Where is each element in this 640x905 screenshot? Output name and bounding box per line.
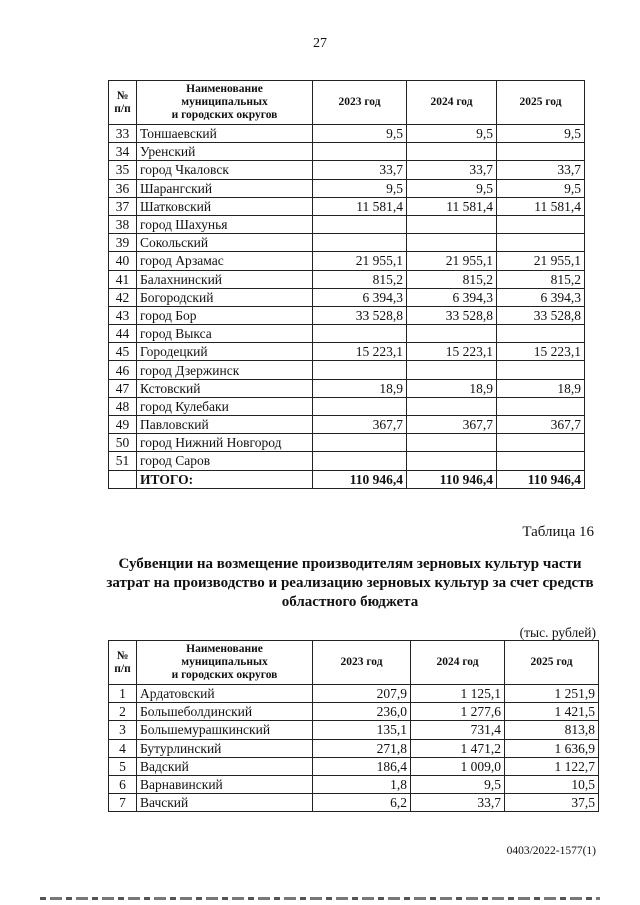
value-2023: 9,5 <box>313 179 407 197</box>
value-2024: 33,7 <box>411 794 505 812</box>
value-2024: 815,2 <box>407 270 497 288</box>
municipality-name: город Нижний Новгород <box>137 434 313 452</box>
row-number: 1 <box>109 685 137 703</box>
total-row <box>109 470 585 488</box>
value-2025: 9,5 <box>497 125 585 143</box>
row-number: 33 <box>109 125 137 143</box>
value-2023: 367,7 <box>313 416 407 434</box>
table-row <box>109 143 585 161</box>
municipality-name: Уренский <box>137 143 313 161</box>
municipality-name: Тоншаевский <box>137 125 313 143</box>
row-number: 36 <box>109 179 137 197</box>
municipality-name: ИТОГО: <box>137 470 313 488</box>
value-2025 <box>497 434 585 452</box>
value-2025 <box>497 397 585 415</box>
header-2025: 2025 год <box>505 641 599 685</box>
value-2025 <box>497 215 585 233</box>
value-2025: 1 251,9 <box>505 685 599 703</box>
municipality-name: Шатковский <box>137 197 313 215</box>
value-2023: 271,8 <box>313 739 411 757</box>
row-number: 5 <box>109 757 137 775</box>
table-row <box>109 325 585 343</box>
municipality-name: Павловский <box>137 416 313 434</box>
value-2025: 21 955,1 <box>497 252 585 270</box>
row-number: 34 <box>109 143 137 161</box>
row-number: 41 <box>109 270 137 288</box>
value-2024: 731,4 <box>411 721 505 739</box>
value-2024 <box>407 143 497 161</box>
value-2025: 367,7 <box>497 416 585 434</box>
row-number: 3 <box>109 721 137 739</box>
table-row <box>109 306 585 324</box>
value-2024 <box>407 434 497 452</box>
table-row <box>109 397 585 415</box>
row-number: 44 <box>109 325 137 343</box>
header-number: № п/п <box>109 81 137 125</box>
municipality-name: Большемурашкинский <box>137 721 313 739</box>
value-2025: 37,5 <box>505 794 599 812</box>
row-number: 48 <box>109 397 137 415</box>
value-2024: 9,5 <box>407 179 497 197</box>
row-number: 40 <box>109 252 137 270</box>
value-2023 <box>313 397 407 415</box>
value-2024: 1 009,0 <box>411 757 505 775</box>
value-2024: 1 471,2 <box>411 739 505 757</box>
row-number: 6 <box>109 775 137 793</box>
table-row <box>109 775 599 793</box>
municipality-name: город Бор <box>137 306 313 324</box>
table-2-header <box>109 641 599 685</box>
table-row <box>109 379 585 397</box>
municipality-name: город Саров <box>137 452 313 470</box>
value-2024: 18,9 <box>407 379 497 397</box>
table-row <box>109 685 599 703</box>
table-row <box>109 125 585 143</box>
value-2024: 11 581,4 <box>407 197 497 215</box>
value-2025: 9,5 <box>497 179 585 197</box>
table-1-header <box>109 81 585 125</box>
municipality-name: Богородский <box>137 288 313 306</box>
value-2023: 33 528,8 <box>313 306 407 324</box>
table-row <box>109 343 585 361</box>
value-2025: 815,2 <box>497 270 585 288</box>
value-2025 <box>497 361 585 379</box>
header-name: Наименование муниципальных и городских округов <box>137 81 313 125</box>
row-number: 37 <box>109 197 137 215</box>
value-2024 <box>407 361 497 379</box>
value-2023 <box>313 325 407 343</box>
value-2024 <box>407 325 497 343</box>
unit-label: (тыс. рублей) <box>519 625 596 640</box>
value-2024: 1 125,1 <box>411 685 505 703</box>
value-2024: 15 223,1 <box>407 343 497 361</box>
value-2023: 135,1 <box>313 721 411 739</box>
municipality-name: Городецкий <box>137 343 313 361</box>
value-2025: 15 223,1 <box>497 343 585 361</box>
table-1 <box>108 80 585 489</box>
header-2024: 2024 год <box>407 81 497 125</box>
value-2024: 1 277,6 <box>411 703 505 721</box>
value-2024 <box>407 397 497 415</box>
header-2023: 2023 год <box>313 641 411 685</box>
value-2023: 21 955,1 <box>313 252 407 270</box>
row-number: 46 <box>109 361 137 379</box>
value-2024 <box>407 452 497 470</box>
value-2025: 6 394,3 <box>497 288 585 306</box>
row-number <box>109 470 137 488</box>
row-number: 38 <box>109 215 137 233</box>
value-2024: 9,5 <box>411 775 505 793</box>
value-2023 <box>313 143 407 161</box>
value-2025: 1 421,5 <box>505 703 599 721</box>
row-number: 4 <box>109 739 137 757</box>
row-number: 43 <box>109 306 137 324</box>
value-2023: 815,2 <box>313 270 407 288</box>
table-title: Субвенции на возмещение производителям зерновых культур части затрат на производство и реализацию зерновых культур за счет средств областного бюджета <box>106 556 594 610</box>
table-row <box>109 288 585 306</box>
municipality-name: город Шахунья <box>137 215 313 233</box>
table-row <box>109 703 599 721</box>
value-2023 <box>313 215 407 233</box>
municipality-name: город Выкса <box>137 325 313 343</box>
row-number: 49 <box>109 416 137 434</box>
table-row <box>109 270 585 288</box>
table-row <box>109 452 585 470</box>
row-number: 39 <box>109 234 137 252</box>
page-number: 27 <box>313 36 327 51</box>
value-2025: 1 122,7 <box>505 757 599 775</box>
header-name: Наименование муниципальных и городских округов <box>137 641 313 685</box>
municipality-name: Вадский <box>137 757 313 775</box>
row-number: 2 <box>109 703 137 721</box>
row-number: 45 <box>109 343 137 361</box>
table-row <box>109 794 599 812</box>
value-2025: 1 636,9 <box>505 739 599 757</box>
municipality-name: Вачский <box>137 794 313 812</box>
value-2024 <box>407 234 497 252</box>
value-2025: 11 581,4 <box>497 197 585 215</box>
municipality-name: город Кулебаки <box>137 397 313 415</box>
value-2024: 33 528,8 <box>407 306 497 324</box>
value-2025: 813,8 <box>505 721 599 739</box>
value-2023: 15 223,1 <box>313 343 407 361</box>
table-row <box>109 739 599 757</box>
municipality-name: Варнавинский <box>137 775 313 793</box>
header-2025: 2025 год <box>497 81 585 125</box>
value-2024: 33,7 <box>407 161 497 179</box>
document-code: 0403/2022-1577(1) <box>506 845 596 857</box>
value-2024: 110 946,4 <box>407 470 497 488</box>
municipality-name: Сокольский <box>137 234 313 252</box>
table-row <box>109 434 585 452</box>
value-2023: 33,7 <box>313 161 407 179</box>
table-caption: Таблица 16 <box>522 524 594 540</box>
table-row <box>109 721 599 739</box>
value-2024: 21 955,1 <box>407 252 497 270</box>
page-edge-artifact <box>40 897 600 900</box>
value-2024: 367,7 <box>407 416 497 434</box>
value-2025 <box>497 452 585 470</box>
value-2025 <box>497 143 585 161</box>
value-2025: 33,7 <box>497 161 585 179</box>
header-2024: 2024 год <box>411 641 505 685</box>
value-2023: 186,4 <box>313 757 411 775</box>
value-2023 <box>313 234 407 252</box>
value-2023: 18,9 <box>313 379 407 397</box>
value-2023: 11 581,4 <box>313 197 407 215</box>
value-2023: 1,8 <box>313 775 411 793</box>
municipality-name: город Чкаловск <box>137 161 313 179</box>
row-number: 42 <box>109 288 137 306</box>
municipality-name: Бутурлинский <box>137 739 313 757</box>
value-2024: 6 394,3 <box>407 288 497 306</box>
municipality-name: Большеболдинский <box>137 703 313 721</box>
table-row <box>109 234 585 252</box>
table-row <box>109 179 585 197</box>
table-row <box>109 757 599 775</box>
municipality-name: Ардатовский <box>137 685 313 703</box>
table-row <box>109 416 585 434</box>
row-number: 47 <box>109 379 137 397</box>
value-2023: 110 946,4 <box>313 470 407 488</box>
value-2025 <box>497 234 585 252</box>
table-row <box>109 215 585 233</box>
value-2025: 110 946,4 <box>497 470 585 488</box>
value-2023: 6,2 <box>313 794 411 812</box>
municipality-name: Балахнинский <box>137 270 313 288</box>
value-2023: 9,5 <box>313 125 407 143</box>
municipality-name: Кстовский <box>137 379 313 397</box>
table-row <box>109 252 585 270</box>
value-2023: 207,9 <box>313 685 411 703</box>
table-2 <box>108 640 599 812</box>
row-number: 50 <box>109 434 137 452</box>
table-row <box>109 197 585 215</box>
value-2025: 10,5 <box>505 775 599 793</box>
value-2024 <box>407 215 497 233</box>
value-2023: 236,0 <box>313 703 411 721</box>
row-number: 7 <box>109 794 137 812</box>
row-number: 35 <box>109 161 137 179</box>
value-2023: 6 394,3 <box>313 288 407 306</box>
table-row <box>109 361 585 379</box>
value-2025 <box>497 325 585 343</box>
table-row <box>109 161 585 179</box>
value-2023 <box>313 434 407 452</box>
value-2023 <box>313 361 407 379</box>
value-2024: 9,5 <box>407 125 497 143</box>
header-number: № п/п <box>109 641 137 685</box>
value-2025: 33 528,8 <box>497 306 585 324</box>
row-number: 51 <box>109 452 137 470</box>
municipality-name: город Арзамас <box>137 252 313 270</box>
value-2025: 18,9 <box>497 379 585 397</box>
municipality-name: город Дзержинск <box>137 361 313 379</box>
header-2023: 2023 год <box>313 81 407 125</box>
municipality-name: Шарангский <box>137 179 313 197</box>
value-2023 <box>313 452 407 470</box>
